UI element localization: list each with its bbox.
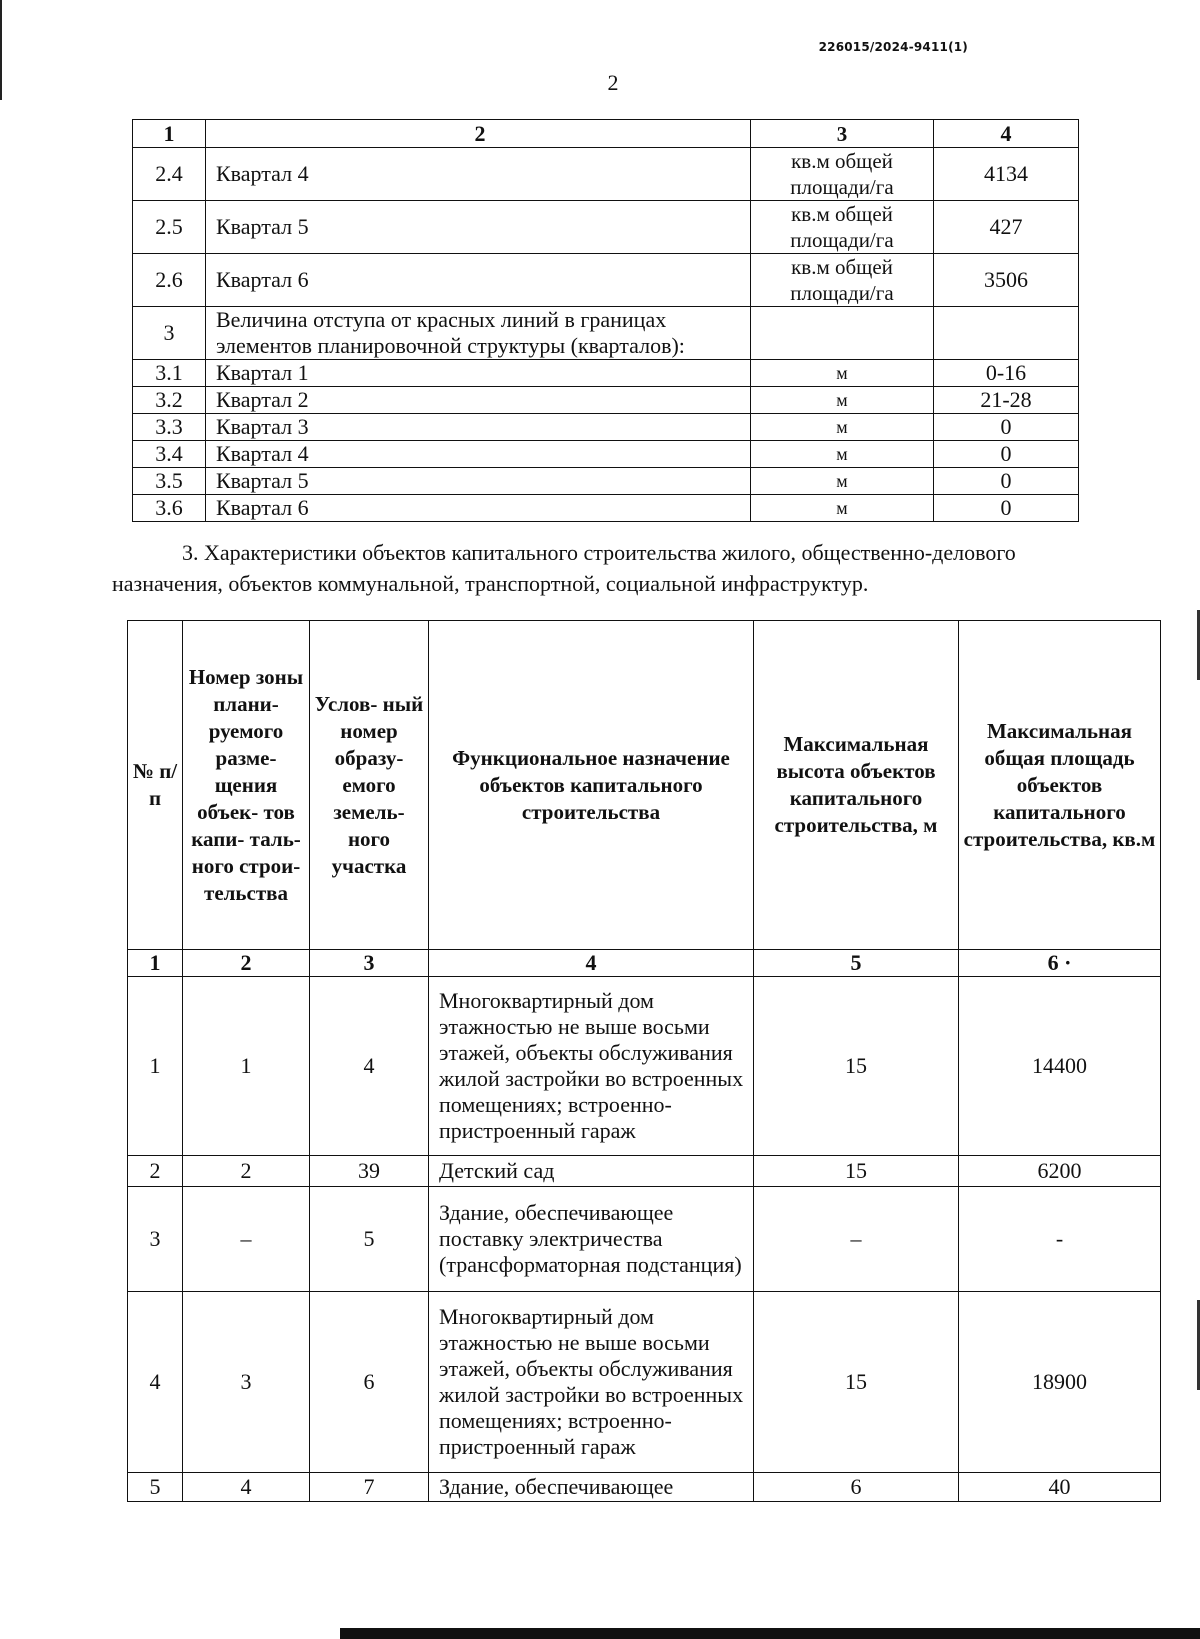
row-value: 0 (934, 414, 1079, 441)
max-area: 14400 (959, 977, 1161, 1156)
header-cell: 2 (206, 120, 751, 148)
table-row (128, 1292, 1161, 1473)
max-height: 15 (754, 1156, 959, 1187)
zone-number: 3 (183, 1292, 310, 1473)
plot-number: 5 (310, 1187, 429, 1292)
row-unit: м (751, 387, 934, 414)
row-name: Квартал 1 (206, 360, 751, 387)
function-description: Многоквартирный дом этажностью не выше восьми этажей, объекты обслуживания жилой застройки во встроенных помещениях; встроенно-пристроенный гараж (429, 1292, 754, 1473)
objects-table (127, 620, 1161, 1502)
function-description: Здание, обеспечивающее поставку электричества (трансформаторная подстанция) (429, 1187, 754, 1292)
plot-number: 7 (310, 1473, 429, 1502)
row-number: 2.5 (133, 201, 206, 254)
table-row (133, 148, 1079, 201)
row-unit: м (751, 414, 934, 441)
row-number: 3.3 (133, 414, 206, 441)
zone-number: 2 (183, 1156, 310, 1187)
row-name: Величина отступа от красных линий в границах элементов планировочной структуры (кварталов): (206, 307, 751, 360)
row-name: Квартал 4 (206, 441, 751, 468)
function-description: Детский сад (429, 1156, 754, 1187)
row-unit: кв.м общей площади/га (751, 254, 934, 307)
zone-number: 1 (183, 977, 310, 1156)
header-cell: 4 (934, 120, 1079, 148)
row-unit (751, 307, 934, 360)
table-row (133, 201, 1079, 254)
row-number: 3.5 (133, 468, 206, 495)
row-number: 3 (133, 307, 206, 360)
header-cell: № п/п (128, 621, 183, 950)
row-value: 0 (934, 468, 1079, 495)
row-number: 5 (128, 1473, 183, 1502)
header-cell: Максимальная общая площадь объектов капитального строительства, кв.м (959, 621, 1161, 950)
column-number: 4 (429, 950, 754, 977)
max-height: 6 (754, 1473, 959, 1502)
max-area: 6200 (959, 1156, 1161, 1187)
row-name: Квартал 6 (206, 495, 751, 522)
column-number: 1 (128, 950, 183, 977)
table-row (128, 1156, 1161, 1187)
table-row (133, 360, 1079, 387)
header-cell: 1 (133, 120, 206, 148)
row-unit: м (751, 495, 934, 522)
column-number: 5 (754, 950, 959, 977)
header-cell: 3 (751, 120, 934, 148)
function-description: Здание, обеспечивающее (429, 1473, 754, 1502)
row-number: 4 (128, 1292, 183, 1473)
table-row (133, 495, 1079, 522)
row-value: 427 (934, 201, 1079, 254)
row-value: 21-28 (934, 387, 1079, 414)
max-area: 40 (959, 1473, 1161, 1502)
row-value: 0 (934, 495, 1079, 522)
row-name: Квартал 5 (206, 201, 751, 254)
zone-number: – (183, 1187, 310, 1292)
row-number: 3.4 (133, 441, 206, 468)
row-unit: м (751, 360, 934, 387)
column-number: 2 (183, 950, 310, 977)
plot-number: 39 (310, 1156, 429, 1187)
row-value: 4134 (934, 148, 1079, 201)
row-unit: м (751, 441, 934, 468)
table-row (133, 414, 1079, 441)
table-row (128, 1473, 1161, 1502)
row-value: 3506 (934, 254, 1079, 307)
row-name: Квартал 3 (206, 414, 751, 441)
row-number: 2 (128, 1156, 183, 1187)
max-height: 15 (754, 977, 959, 1156)
table-row (133, 254, 1079, 307)
zone-number: 4 (183, 1473, 310, 1502)
row-number: 2.6 (133, 254, 206, 307)
max-height: – (754, 1187, 959, 1292)
row-value: 0-16 (934, 360, 1079, 387)
row-number: 3.6 (133, 495, 206, 522)
row-value (934, 307, 1079, 360)
max-height: 15 (754, 1292, 959, 1473)
row-name: Квартал 2 (206, 387, 751, 414)
header-cell: Номер зоны плани- руемого разме- щения объек- тов капи- таль- ного строи- тельства (183, 621, 310, 950)
plot-number: 4 (310, 977, 429, 1156)
row-value: 0 (934, 441, 1079, 468)
column-number: 3 (310, 950, 429, 977)
row-unit: кв.м общей площади/га (751, 201, 934, 254)
row-name: Квартал 5 (206, 468, 751, 495)
row-unit: м (751, 468, 934, 495)
table-header-row (128, 621, 1161, 950)
plot-number: 6 (310, 1292, 429, 1473)
table-row (128, 1187, 1161, 1292)
row-number: 3.1 (133, 360, 206, 387)
header-cell: Максимальная высота объектов капитального строительства, м (754, 621, 959, 950)
page-number: 2 (607, 70, 619, 95)
section-paragraph (112, 537, 1122, 599)
row-name: Квартал 6 (206, 254, 751, 307)
column-number-row (128, 950, 1161, 977)
row-number: 3 (128, 1187, 183, 1292)
scan-bottom-bar (340, 1628, 1200, 1639)
row-number: 1 (128, 977, 183, 1156)
row-unit: кв.м общей площади/га (751, 148, 934, 201)
table-row (133, 307, 1079, 360)
max-area: - (959, 1187, 1161, 1292)
indicators-table (132, 119, 1079, 522)
header-cell: Функциональное назначение объектов капитального строительства (429, 621, 754, 950)
table-header-row (133, 120, 1079, 148)
row-number: 3.2 (133, 387, 206, 414)
table-row (133, 468, 1079, 495)
row-number: 2.4 (133, 148, 206, 201)
table-row (133, 387, 1079, 414)
function-description: Многоквартирный дом этажностью не выше восьми этажей, объекты обслуживания жилой застройки во встроенных помещениях; встроенно-пристроенный гараж (429, 977, 754, 1156)
document-number: 226015/2024-9411(1) (818, 40, 968, 54)
paragraph-line: 3. Характеристики объектов капитального строительства жилого, общественно-делового (182, 540, 1016, 565)
table-row (133, 441, 1079, 468)
row-name: Квартал 4 (206, 148, 751, 201)
paragraph-line: назначения, объектов коммунальной, транспортной, социальной инфраструктур. (112, 571, 869, 596)
table-row (128, 977, 1161, 1156)
max-area: 18900 (959, 1292, 1161, 1473)
header-cell: Услов- ный номер образу- емого земель- ного участка (310, 621, 429, 950)
column-number: 6 · (959, 950, 1161, 977)
